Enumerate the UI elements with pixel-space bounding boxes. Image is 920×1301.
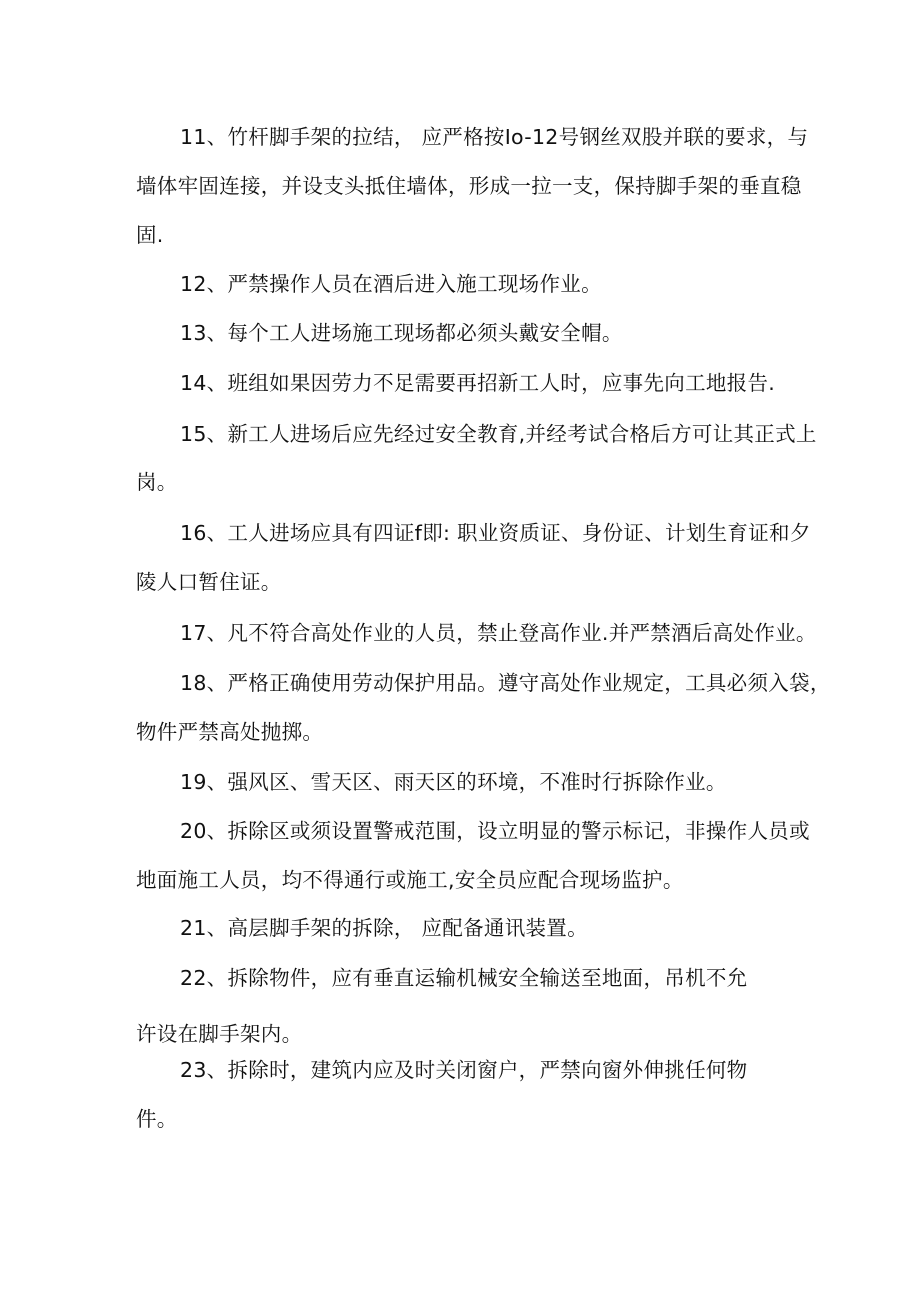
rule-11-line-3: 固. [136, 223, 164, 247]
rule-13: 13、每个工人进场施工现场都必须头戴安全帽。 [180, 321, 623, 345]
rule-15-line-2: 岗。 [136, 470, 178, 494]
rule-17: 17、凡不符合高处作业的人员，禁止登高作业.并严禁酒后高处作业。 [180, 621, 817, 645]
rule-18-line-1: 18、严格正确使用劳动保护用品。遵守高处作业规定，工具必须入袋， [180, 671, 831, 695]
rule-15-line-1: 15、新工人进场后应先经过安全教育,并经考试合格后方可让其正式上 [180, 422, 817, 446]
rule-16-line-1: 16、工人进场应具有四证f即: 职业资质证、身份证、计划生育证和夕 [180, 521, 811, 545]
rule-23-line-2: 件。 [136, 1107, 178, 1131]
rule-22-line-2: 许设在脚手架内。 [136, 1022, 303, 1046]
rule-12: 12、严禁操作人员在酒后进入施工现场作业。 [180, 272, 602, 296]
rule-11-line-1: 11、竹杆脚手架的拉结， 应严格按Io-12号钢丝双股并联的要求，与 [180, 125, 809, 149]
rule-14: 14、班组如果因劳力不足需要再招新工人时，应事先向工地报告. [180, 371, 776, 395]
rule-18-line-2: 物件严禁高处抛掷。 [136, 720, 324, 744]
rule-22-line-1: 22、拆除物件，应有垂直运输机械安全输送至地面，吊机不允 [180, 966, 748, 990]
rule-19: 19、强风区、雪天区、雨天区的环境，不准时行拆除作业。 [180, 770, 727, 794]
rule-23-line-1: 23、拆除时，建筑内应及时关闭窗户，严禁向窗外伸挑任何物 [180, 1058, 748, 1082]
rule-21: 21、高层脚手架的拆除， 应配备通讯装置。 [180, 916, 588, 940]
rule-20-line-1: 20、拆除区或须设置警戒范围，设立明显的警示标记，非操作人员或 [180, 819, 810, 843]
rule-11-line-2: 墙体牢固连接，并设支头抵住墙体，形成一拉一支，保持脚手架的垂直稳 [136, 174, 802, 198]
rule-20-line-2: 地面施工人员，均不得通行或施工,安全员应配合现场监护。 [136, 868, 684, 892]
rule-16-line-2: 陵人口暂住证。 [136, 570, 282, 594]
